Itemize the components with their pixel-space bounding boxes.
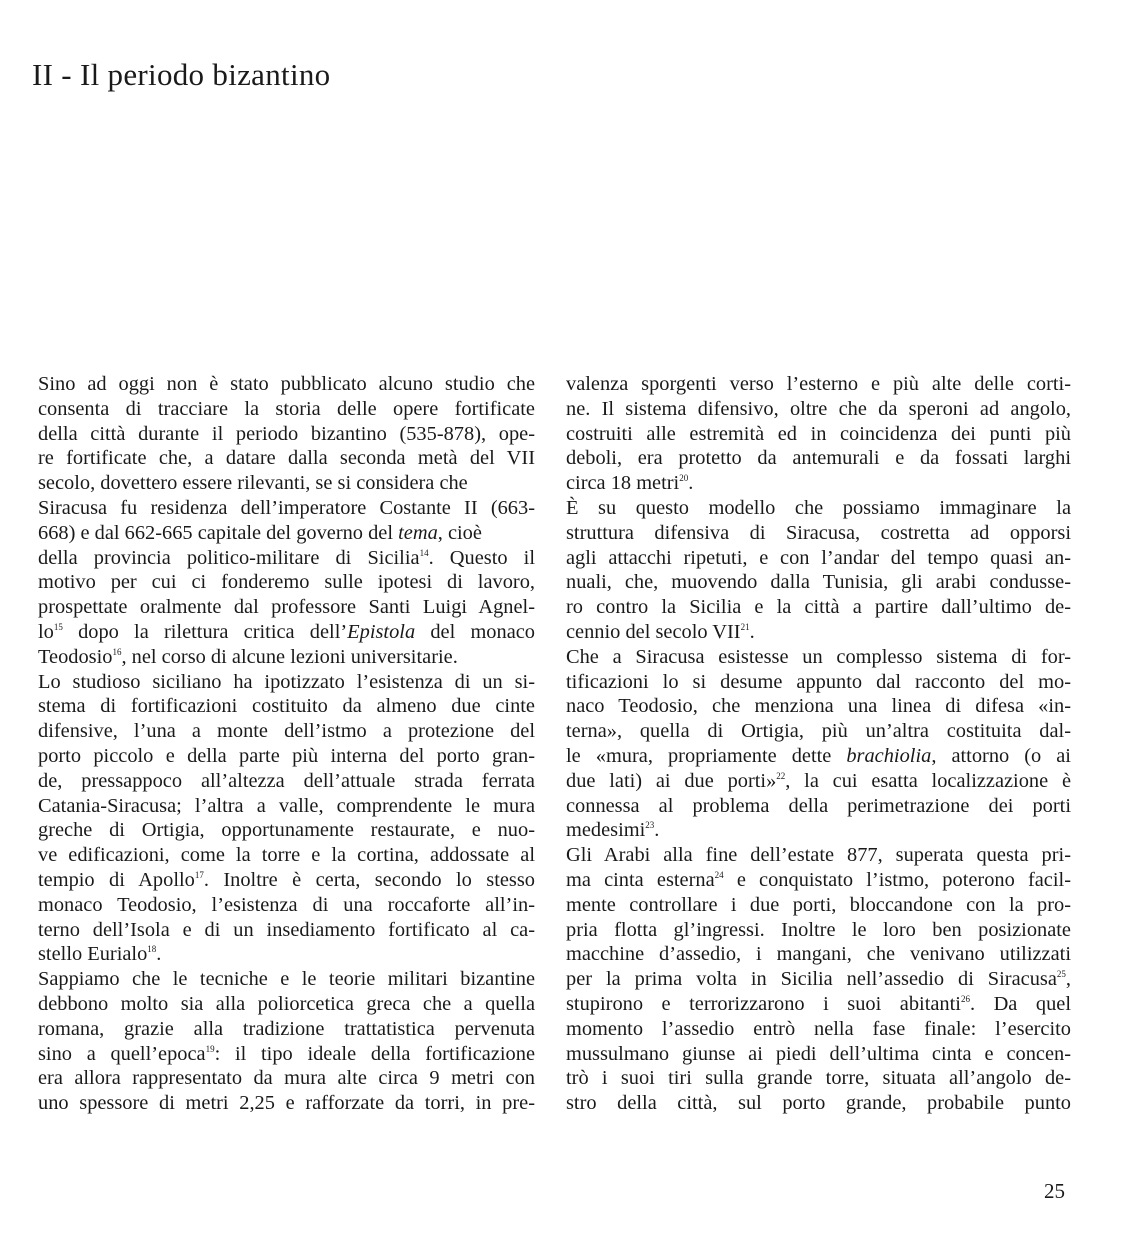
text-segment: stupirono e terrorizzarono i suoi abitanti xyxy=(566,992,961,1015)
text-segment: trò i suoi tiri sulla grande torre, situata all’angolo de- xyxy=(566,1067,1071,1090)
text-segment: Lo studioso siciliano ha ipotizzato l’esistenza di un si- xyxy=(38,670,535,693)
left-text-column xyxy=(38,372,535,1116)
text-segment: È su questo modello che possiamo immaginare la xyxy=(566,496,1071,519)
text-segment: cennio del secolo VII xyxy=(566,620,741,643)
text-segment: . Questo il xyxy=(428,546,536,569)
text-line xyxy=(566,794,1071,819)
text-segment: ma cinta esterna xyxy=(566,868,715,891)
text-line xyxy=(38,446,535,471)
text-segment: . Da quel xyxy=(969,992,1071,1015)
text-segment: della città durante il periodo bizantino (535-878), ope- xyxy=(38,422,535,445)
text-segment: agli attacchi ripetuti, e con l’andar del tempo quasi an- xyxy=(566,546,1071,569)
text-segment: greche di Ortigia, opportunamente restaurate, e nuo- xyxy=(38,819,535,842)
page-number: 25 xyxy=(1044,1179,1065,1203)
text-segment: due lati) ai due porti» xyxy=(566,769,777,792)
text-segment: medesimi xyxy=(566,819,646,842)
text-line xyxy=(566,694,1071,719)
text-segment: momento l’assedio entrò nella fase finale: l’esercito xyxy=(566,1017,1071,1040)
italic-term: Epistola xyxy=(347,620,416,643)
text-segment: romana, grazie alla tradizione trattatistica pervenuta xyxy=(38,1017,535,1040)
text-segment: circa 18 metri xyxy=(566,472,680,495)
text-segment: stema di fortificazioni costituito da almeno due cinte xyxy=(38,695,535,718)
text-segment: Teodosio xyxy=(38,645,113,668)
text-segment: ve edificazioni, come la torre e la cortina, addossate al xyxy=(38,844,535,867)
text-line xyxy=(566,1042,1071,1067)
text-line xyxy=(38,372,535,397)
text-segment: connessa al problema della perimetrazione dei porti xyxy=(566,794,1071,817)
footnote-ref: 17 xyxy=(194,870,204,881)
text-line xyxy=(38,942,535,967)
text-line xyxy=(566,893,1071,918)
text-segment: Gli Arabi alla fine dell’estate 877, superata questa pri- xyxy=(566,844,1071,867)
text-line xyxy=(38,1017,535,1042)
text-line xyxy=(38,992,535,1017)
text-line xyxy=(38,471,535,496)
text-segment: terna», quella di Ortigia, più un’altra costituita dal- xyxy=(566,720,1071,743)
text-line xyxy=(566,645,1071,670)
text-line xyxy=(38,719,535,744)
text-segment: Sappiamo che le tecniche e le teorie militari bizantine xyxy=(38,968,535,991)
text-line xyxy=(566,670,1071,695)
text-line xyxy=(566,918,1071,943)
text-line xyxy=(38,546,535,571)
text-segment: sino a quell’epoca xyxy=(38,1042,206,1065)
text-segment: terno dell’Isola e di un insediamento fortificato al ca- xyxy=(38,918,535,941)
text-line xyxy=(38,620,535,645)
text-line xyxy=(566,868,1071,893)
text-line xyxy=(566,942,1071,967)
text-segment: , nel corso di alcune lezioni universitarie. xyxy=(121,645,458,668)
text-line xyxy=(38,843,535,868)
footnote-ref: 23 xyxy=(645,820,655,831)
text-segment: Catania-Siracusa; l’altra a valle, comprendente le mura xyxy=(38,794,535,817)
text-line xyxy=(38,818,535,843)
text-segment: Sino ad oggi non è stato pubblicato alcuno studio che xyxy=(38,373,535,395)
text-line xyxy=(566,1066,1071,1091)
text-segment: monaco Teodosio, l’esistenza di una roccaforte all’in- xyxy=(38,893,535,916)
text-segment: 668) e dal 662-665 capitale del governo del xyxy=(38,521,399,544)
text-segment: lo xyxy=(38,620,54,643)
text-segment: difensive, l’una a monte dell’istmo a protezione del xyxy=(38,720,535,743)
text-segment: . xyxy=(156,943,162,966)
footnote-ref: 20 xyxy=(679,473,689,484)
text-segment: . Inoltre è certa, secondo lo stesso xyxy=(203,868,535,891)
text-segment: mente controllare i due porti, bloccandone con la pro- xyxy=(566,893,1071,916)
text-line xyxy=(566,719,1071,744)
footnote-ref: 16 xyxy=(112,646,122,657)
italic-term: brachiolia xyxy=(846,744,932,767)
text-segment: . xyxy=(688,472,694,495)
text-line xyxy=(566,546,1071,571)
text-segment: valenza sporgenti verso l’esterno e più alte delle corti- xyxy=(566,373,1071,395)
footnote-ref: 19 xyxy=(205,1043,215,1054)
text-line xyxy=(38,670,535,695)
text-segment: porto piccolo e della parte più interna del porto gran- xyxy=(38,744,535,767)
text-segment: per la prima volta in Sicilia nell’assedio di Siracusa xyxy=(566,968,1057,991)
text-segment: mussulmano giunse ai piedi dell’ultima cinta e concen- xyxy=(566,1042,1071,1065)
text-line xyxy=(566,496,1071,521)
text-line xyxy=(38,868,535,893)
text-line xyxy=(38,918,535,943)
text-segment: de, pressappoco all’altezza dell’attuale strada ferrata xyxy=(38,769,535,792)
text-segment: secolo, dovettero essere rilevanti, se si considera che xyxy=(38,472,468,495)
text-line xyxy=(566,1017,1071,1042)
text-line xyxy=(38,769,535,794)
text-line xyxy=(566,967,1071,992)
text-line xyxy=(38,422,535,447)
text-line xyxy=(566,843,1071,868)
text-line xyxy=(38,744,535,769)
text-line xyxy=(566,397,1071,422)
text-segment: debbono molto sia alla poliorcetica greca che a quella xyxy=(38,992,535,1015)
italic-term: tema xyxy=(398,521,438,544)
text-segment: , cioè xyxy=(437,521,482,544)
text-line xyxy=(38,694,535,719)
footnote-ref: 18 xyxy=(147,944,157,955)
text-line xyxy=(38,595,535,620)
text-segment: Siracusa fu residenza dell’imperatore Costante II (663- xyxy=(38,496,535,519)
text-line xyxy=(566,422,1071,447)
text-line xyxy=(566,446,1071,471)
text-line xyxy=(566,992,1071,1017)
text-segment: tificazioni lo si desume appunto dal racconto del mo- xyxy=(566,670,1071,693)
text-segment: ro contro la Sicilia e la città a partire dall’ultimo de- xyxy=(566,596,1071,619)
text-segment: macchine d’assedio, i mangani, che venivano utilizzati xyxy=(566,943,1071,966)
text-segment: : il tipo ideale della fortificazione xyxy=(214,1042,535,1065)
text-line xyxy=(566,769,1071,794)
text-segment: re fortificate che, a datare dalla seconda metà del VII xyxy=(38,447,535,470)
text-segment: deboli, era protetto da antemurali e da fossati larghi xyxy=(566,447,1071,470)
text-segment: della provincia politico-militare di Sicilia xyxy=(38,546,420,569)
text-line xyxy=(38,397,535,422)
text-segment: , la cui esatta localizzazione è xyxy=(785,769,1071,792)
text-segment: , xyxy=(1065,968,1071,991)
text-segment: motivo per cui ci fonderemo sulle ipotesi di lavoro, xyxy=(38,571,535,594)
text-line xyxy=(38,893,535,918)
text-segment: le «mura, propriamente dette xyxy=(566,744,847,767)
chapter-title: II - Il periodo bizantino xyxy=(32,57,331,92)
text-segment: naco Teodosio, che menziona una linea di difesa «in- xyxy=(566,695,1071,718)
text-segment: e conquistato l’istmo, poterono facil- xyxy=(723,868,1071,891)
text-segment: struttura difensiva di Siracusa, costretta ad opporsi xyxy=(566,521,1071,544)
text-line xyxy=(38,1042,535,1067)
footnote-ref: 22 xyxy=(776,770,786,781)
text-line xyxy=(38,521,535,546)
footnote-ref: 26 xyxy=(960,994,970,1005)
footnote-ref: 25 xyxy=(1056,969,1066,980)
right-text-column xyxy=(566,372,1071,1116)
text-line xyxy=(566,595,1071,620)
text-segment: , attorno (o ai xyxy=(931,744,1071,767)
text-line xyxy=(38,496,535,521)
text-line xyxy=(566,570,1071,595)
text-segment: tempio di Apollo xyxy=(38,868,195,891)
footnote-ref: 15 xyxy=(53,622,63,633)
text-line xyxy=(38,967,535,992)
text-line xyxy=(566,744,1071,769)
text-segment: nuali, che, muovendo dalla Tunisia, gli arabi condusse- xyxy=(566,571,1071,594)
text-segment: consenta di tracciare la storia delle opere fortificate xyxy=(38,397,535,420)
text-segment: uno spessore di metri 2,25 e rafforzate da torri, in pre- xyxy=(38,1092,535,1115)
text-segment: dopo la rilettura critica dell’ xyxy=(62,620,348,643)
text-segment: del monaco xyxy=(415,620,535,643)
text-line xyxy=(566,620,1071,645)
footnote-ref: 21 xyxy=(740,622,750,633)
text-segment: costruiti alle estremità ed in coincidenza dei punti più xyxy=(566,422,1071,445)
text-line xyxy=(566,818,1071,843)
text-segment: stro della città, sul porto grande, probabile punto xyxy=(566,1092,1071,1115)
text-line xyxy=(38,1066,535,1091)
text-segment: ne. Il sistema difensivo, oltre che da speroni ad angolo, xyxy=(566,397,1071,420)
text-segment: prospettate oralmente dal professore Santi Luigi Agnel- xyxy=(38,596,535,619)
text-line xyxy=(38,794,535,819)
footnote-ref: 24 xyxy=(714,870,724,881)
text-segment: . xyxy=(654,819,660,842)
text-segment: stello Eurialo xyxy=(38,943,148,966)
text-line xyxy=(566,372,1071,397)
text-line xyxy=(566,471,1071,496)
text-segment: . xyxy=(749,620,755,643)
footnote-ref: 14 xyxy=(419,547,429,558)
text-line xyxy=(38,570,535,595)
text-line xyxy=(38,645,535,670)
text-segment: pria flotta gl’ingressi. Inoltre le loro ben posizionate xyxy=(566,918,1071,941)
text-line xyxy=(566,521,1071,546)
text-line xyxy=(38,1091,535,1116)
text-line xyxy=(566,1091,1071,1116)
text-segment: Che a Siracusa esistesse un complesso sistema di for- xyxy=(566,645,1071,668)
text-segment: era allora rappresentato da mura alte circa 9 metri con xyxy=(38,1067,535,1090)
